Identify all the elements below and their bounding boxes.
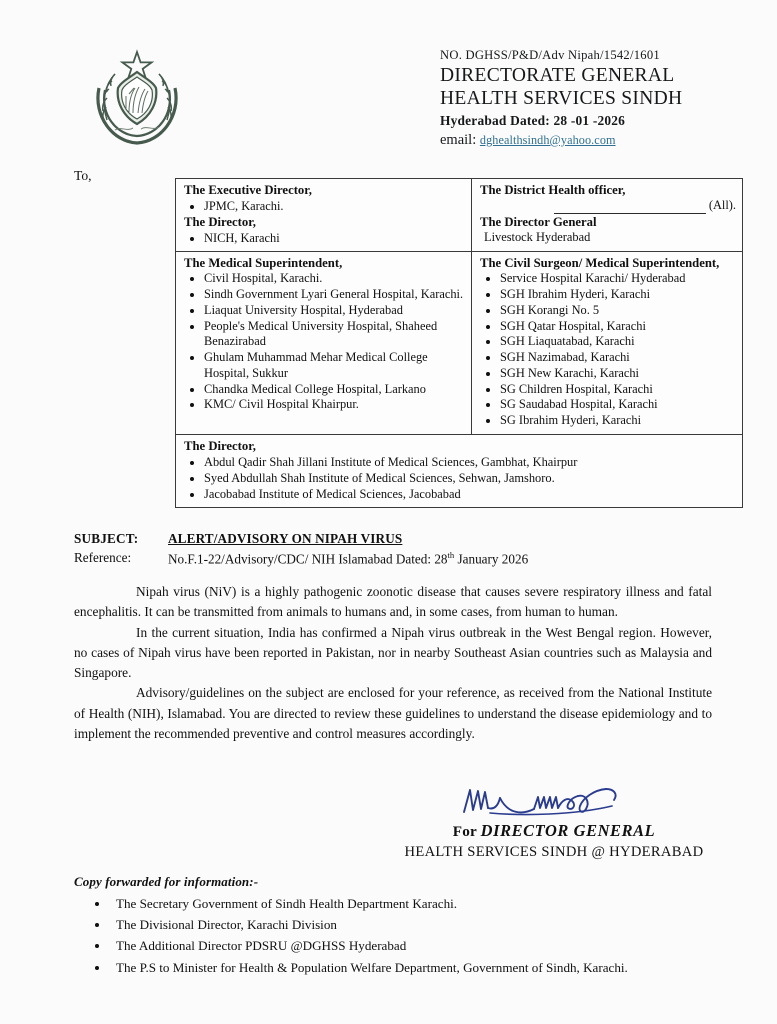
list-item: • SGH Ibrahim Hyderi, Karachi — [500, 287, 736, 303]
reference-value-prefix: No.F.1-22/Advisory/CDC/ NIH Islamabad Dated: 28 — [168, 551, 448, 567]
body-paragraph-1: Nipah virus (NiV) is a highly pathogenic zoonotic disease that causes severe respiratory illness and fatal encephalitis. It can be transmitted from animals to humans and, in some cases, from human to human. — [74, 584, 712, 620]
list-item: • Ghulam Muhammad Mehar Medical College Hospital, Sukkur — [204, 350, 465, 382]
list-item: • People's Medical University Hospital, Shaheed Benazirabad — [204, 319, 465, 351]
list-item: • SGH Korangi No. 5 — [500, 303, 736, 319]
addressee-list — [480, 271, 736, 429]
table-cell-director-institutes — [176, 434, 743, 507]
handwritten-signature-icon — [454, 784, 654, 820]
list-item: • SGH New Karachi, Karachi — [500, 366, 736, 382]
email-label: email: — [440, 131, 477, 148]
list-item: • NICH, Karachi — [204, 230, 465, 246]
list-item: • SG Ibrahim Hyderi, Karachi — [500, 413, 736, 429]
group-heading: The District Health officer, — [480, 183, 626, 197]
list-item: • Syed Abdullah Shah Institute of Medical Sciences, Sehwan, Jamshoro. — [204, 470, 736, 486]
directorate-title-line-1: DIRECTORATE GENERAL — [440, 64, 675, 86]
subject-value: ALERT/ADVISORY ON NIPAH VIRUS — [168, 531, 403, 546]
body-paragraph-2: In the current situation, India has confirmed a Nipah virus outbreak in the West Bengal region. However, no cases of Nipah virus have been reported in Pakistan, nor in nearby Southeast Asian countries such as Malaysia and Singapore. — [74, 624, 712, 681]
signature-office-line: HEALTH SERVICES SINDH @ HYDERABAD — [404, 844, 704, 860]
addressee-list — [184, 198, 465, 214]
table-cell-civil-surgeon — [472, 252, 743, 435]
all-note: (All). — [708, 198, 736, 213]
fill-in-blank-row — [480, 198, 736, 214]
copy-forwarded-list — [74, 893, 734, 978]
addressee-list — [184, 454, 736, 502]
table-row — [176, 252, 743, 435]
reference-row — [74, 549, 714, 569]
to-label: To, — [74, 168, 92, 183]
letterhead-text — [440, 48, 770, 149]
reference-ordinal-suffix: th — [447, 549, 455, 560]
list-item: • SG Children Hospital, Karachi — [500, 382, 736, 398]
group-subtext: Livestock Hyderabad — [484, 230, 591, 244]
list-item: • SGH Liaquatabad, Karachi — [500, 334, 736, 350]
list-item: • JPMC, Karachi. — [204, 198, 465, 214]
copy-forwarded-section — [74, 874, 734, 978]
list-item: • KMC/ Civil Hospital Khairpur. — [204, 397, 465, 413]
list-item: • Abdul Qadir Shah Jillani Institute of Medical Sciences, Gambhat, Khairpur — [204, 454, 736, 470]
subject-row — [74, 530, 714, 549]
reference-value-suffix: January 2026 — [454, 551, 529, 567]
list-item: • Liaquat University Hospital, Hyderabad — [204, 303, 465, 319]
list-item: • SGH Nazimabad, Karachi — [500, 350, 736, 366]
list-item: • Service Hospital Karachi/ Hyderabad — [500, 271, 736, 287]
document-reference-number: NO. DGHSS/P&D/Adv Nipah/1542/1601 — [440, 48, 660, 62]
list-item: • The Secretary Government of Sindh Health Department Karachi. — [110, 893, 734, 914]
blank-rule-line — [554, 202, 706, 214]
reference-value — [168, 549, 528, 569]
letterhead — [0, 42, 777, 162]
addressee-list — [184, 271, 465, 413]
list-item: • The Divisional Director, Karachi Division — [110, 914, 734, 935]
addressee-table — [175, 178, 743, 508]
group-heading: The Director, — [184, 438, 256, 453]
table-row — [176, 179, 743, 252]
table-row — [176, 434, 743, 507]
table-cell-executive-director — [176, 179, 472, 252]
signature-block — [378, 784, 730, 861]
subject-section — [74, 530, 714, 569]
table-cell-medical-superintendent — [176, 252, 472, 435]
list-item: • SG Saudabad Hospital, Karachi — [500, 397, 736, 413]
reference-label: Reference: — [74, 549, 132, 565]
table-cell-district-health-officer — [472, 179, 743, 252]
list-item: • The P.S to Minister for Health & Population Welfare Department, Government of Sindh, Karachi. — [110, 957, 734, 978]
group-heading: The Director, — [184, 215, 256, 230]
issue-place-and-date: Hyderabad Dated: 28 -01 -2026 — [440, 113, 626, 129]
designation-text: DIRECTOR GENERAL — [480, 821, 656, 840]
body-paragraph-3: Advisory/guidelines on the subject are enclosed for your reference, as received from the National Institute of Health (NIH), Islamabad. You are directed to review these guidelines to understand the disease epidemiology and to implement the recommended preventive and control measures accordingly. — [74, 685, 712, 741]
list-item: • Chandka Medical College Hospital, Larkano — [204, 382, 465, 398]
for-label: For — [452, 823, 477, 840]
list-item: • Sindh Government Lyari General Hospital, Karachi. — [204, 287, 465, 303]
list-item: • SGH Qatar Hospital, Karachi — [500, 319, 736, 335]
government-of-sindh-emblem-icon — [85, 44, 189, 152]
contact-email-line — [440, 131, 770, 149]
signature-designation-line — [378, 821, 730, 841]
group-heading: The Executive Director, — [184, 183, 312, 197]
list-item: • Jacobabad Institute of Medical Sciences, Jacobabad — [204, 486, 736, 502]
group-heading: The Medical Superintendent, — [184, 256, 343, 271]
email-address-link[interactable]: dghealthsindh@yahoo.com — [479, 132, 616, 147]
copy-forwarded-title: Copy forwarded for information:- — [74, 874, 259, 889]
subject-label: SUBJECT: — [74, 531, 139, 546]
group-heading: The Director General — [480, 214, 597, 229]
addressee-list — [184, 230, 465, 246]
group-heading: The Civil Surgeon/ Medical Superintendent, — [480, 256, 720, 271]
letter-body — [74, 582, 712, 744]
list-item: • Civil Hospital, Karachi. — [204, 271, 465, 287]
directorate-title-line-2: HEALTH SERVICES SINDH — [440, 87, 683, 109]
list-item: • The Additional Director PDSRU @DGHSS Hyderabad — [110, 935, 734, 956]
